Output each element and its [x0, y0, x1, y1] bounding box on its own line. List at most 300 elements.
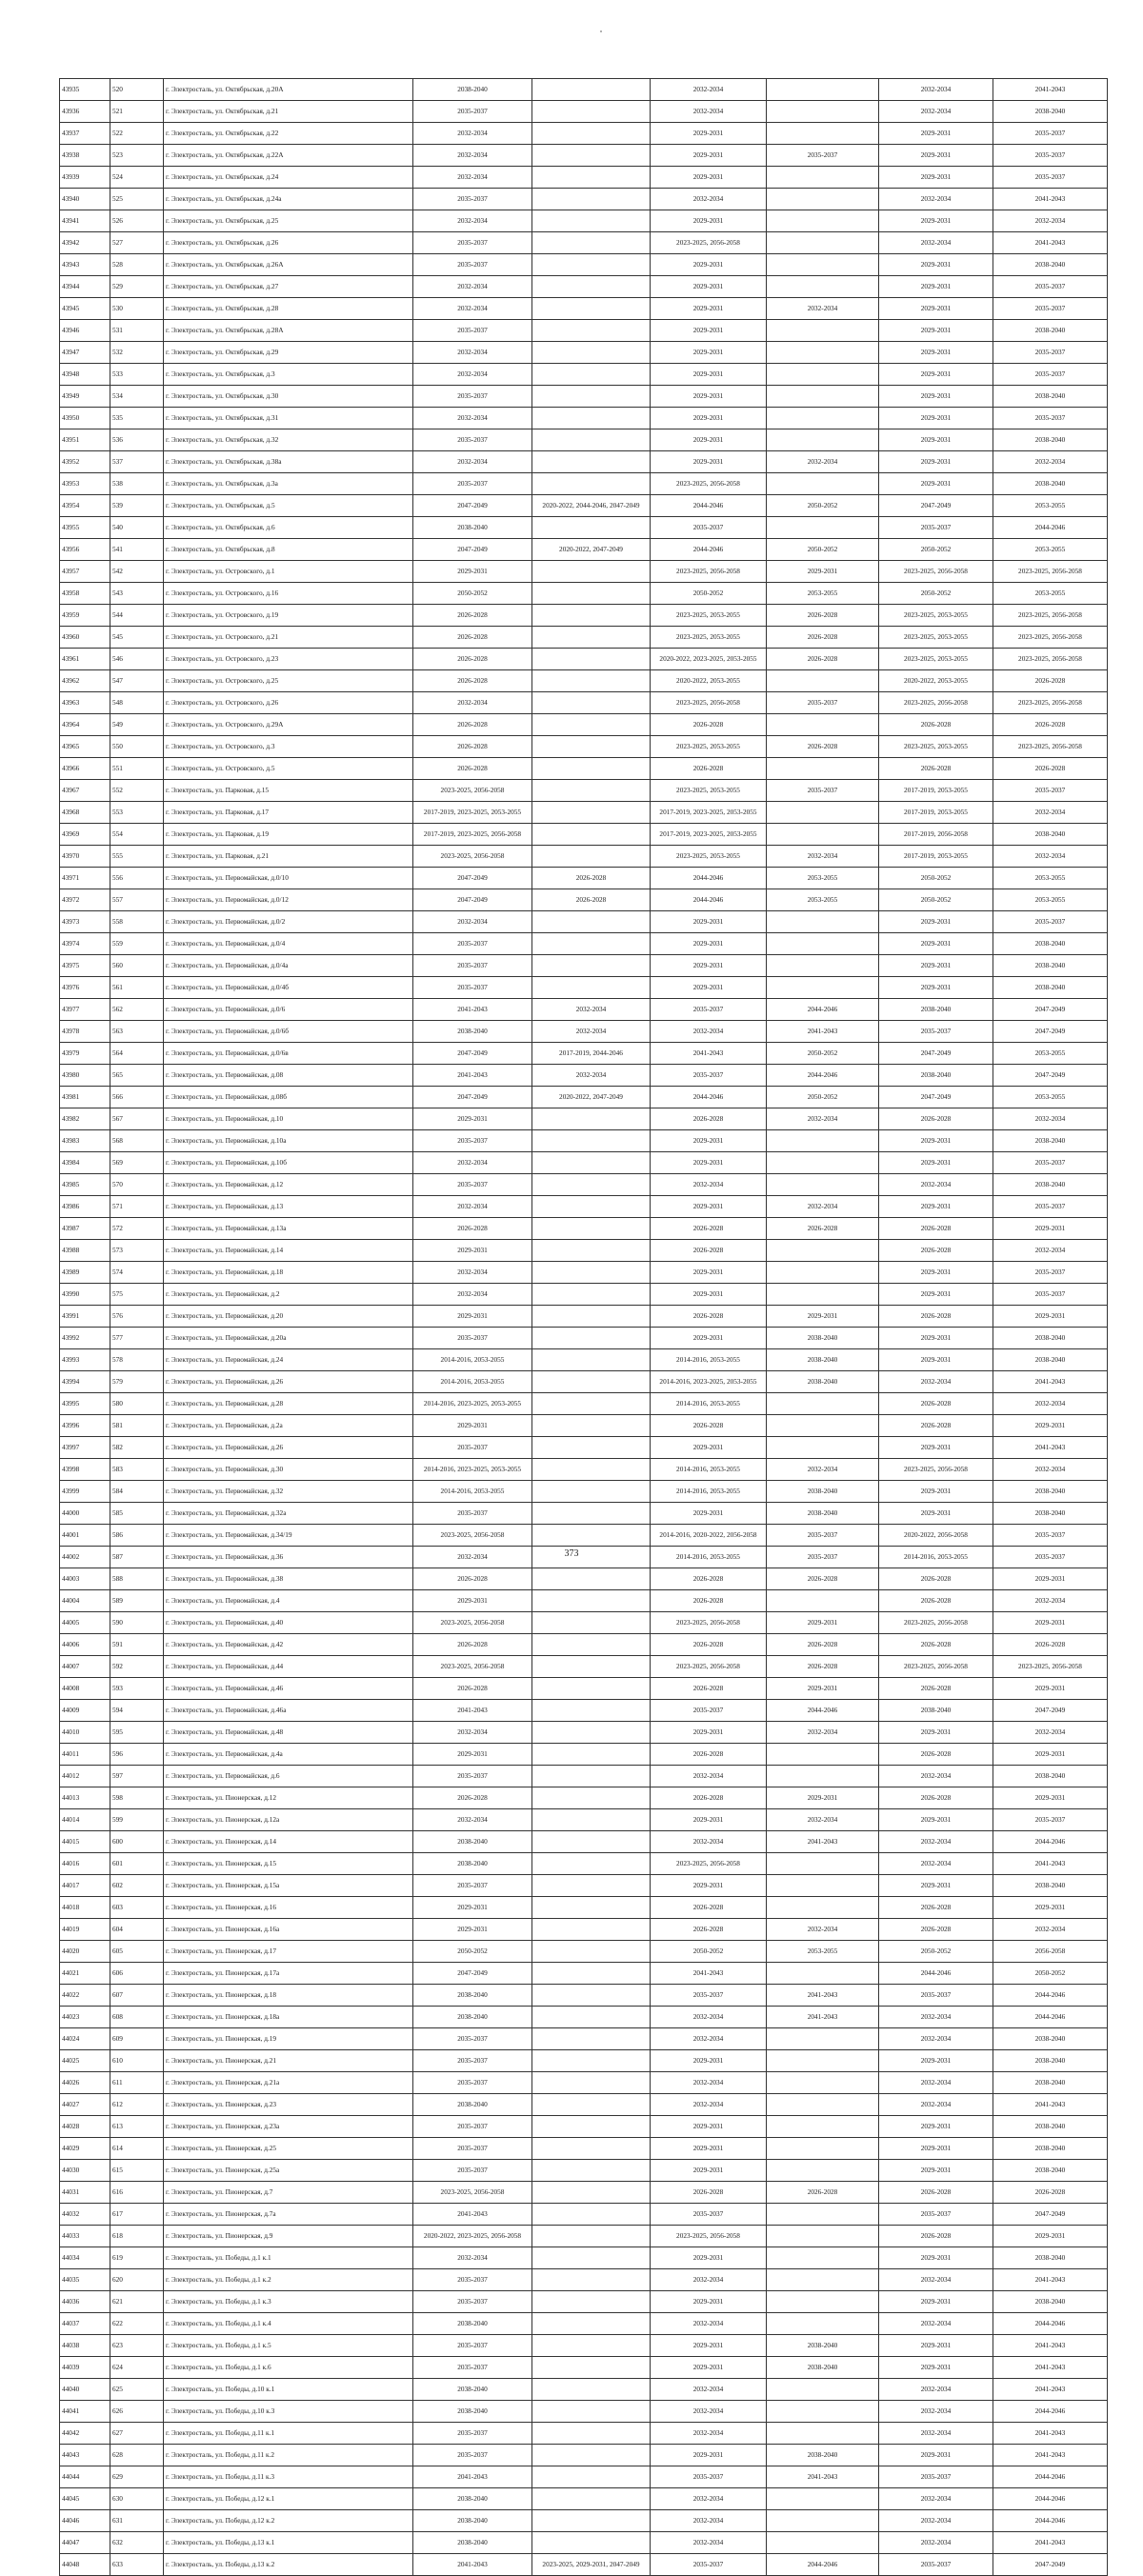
table-row — [60, 1656, 1108, 1678]
period-5-cell: 2029-2031 — [879, 1284, 993, 1306]
period-5-cell: 2050-2052 — [879, 583, 993, 605]
period-2-cell — [532, 1525, 651, 1547]
period-1-cell: 2035-2037 — [413, 2291, 532, 2313]
row-number-cell: 609 — [110, 2028, 164, 2050]
period-4-cell — [767, 1393, 879, 1415]
period-3-cell: 2032-2034 — [651, 2510, 767, 2532]
period-5-cell: 2029-2031 — [879, 1481, 993, 1503]
period-6-cell: 2053-2055 — [993, 583, 1108, 605]
row-number-cell: 623 — [110, 2335, 164, 2357]
period-5-cell: 2029-2031 — [879, 2445, 993, 2466]
period-3-cell: 2041-2043 — [651, 1043, 767, 1065]
period-1-cell: 2014-2016, 2023-2025, 2053-2055 — [413, 1459, 532, 1481]
address-cell: г. Электросталь, ул. Октябрьская, д.32 — [164, 429, 413, 451]
period-2-cell — [532, 1590, 651, 1612]
period-2-cell — [532, 1415, 651, 1437]
period-5-cell: 2017-2019, 2053-2055 — [879, 846, 993, 868]
registry-id-cell: 44016 — [60, 1853, 110, 1875]
period-4-cell — [767, 2291, 879, 2313]
period-4-cell — [767, 2488, 879, 2510]
period-4-cell: 2041-2043 — [767, 2007, 879, 2028]
period-4-cell: 2026-2028 — [767, 649, 879, 670]
period-6-cell: 2047-2049 — [993, 2204, 1108, 2226]
registry-id-cell: 44043 — [60, 2445, 110, 2466]
period-5-cell: 2023-2025, 2056-2058 — [879, 1656, 993, 1678]
registry-id-cell: 43990 — [60, 1284, 110, 1306]
period-2-cell — [532, 583, 651, 605]
period-1-cell: 2032-2034 — [413, 210, 532, 232]
table-row — [60, 1065, 1108, 1087]
table-row — [60, 889, 1108, 911]
period-2-cell — [532, 429, 651, 451]
row-number-cell: 619 — [110, 2247, 164, 2269]
registry-id-cell: 43945 — [60, 298, 110, 320]
period-2-cell — [532, 2226, 651, 2247]
period-5-cell: 2029-2031 — [879, 320, 993, 342]
table-row — [60, 736, 1108, 758]
period-1-cell: 2032-2034 — [413, 408, 532, 429]
period-1-cell: 2035-2037 — [413, 2423, 532, 2445]
table-row — [60, 123, 1108, 145]
registry-id-cell: 43994 — [60, 1371, 110, 1393]
registry-id-cell: 43962 — [60, 670, 110, 692]
table-row — [60, 2182, 1108, 2204]
registry-id-cell: 43935 — [60, 79, 110, 101]
address-cell: г. Электросталь, ул. Победы, д.11 к.3 — [164, 2466, 413, 2488]
period-3-cell: 2032-2034 — [651, 2094, 767, 2116]
period-6-cell: 2044-2046 — [993, 2510, 1108, 2532]
period-6-cell: 2038-2040 — [993, 2050, 1108, 2072]
row-number-cell: 567 — [110, 1108, 164, 1130]
period-1-cell: 2035-2037 — [413, 977, 532, 999]
address-cell: г. Электросталь, ул. Островского, д.1 — [164, 561, 413, 583]
period-6-cell: 2053-2055 — [993, 495, 1108, 517]
table-row — [60, 495, 1108, 517]
period-1-cell: 2026-2028 — [413, 649, 532, 670]
table-row — [60, 2160, 1108, 2182]
period-4-cell: 2026-2028 — [767, 627, 879, 649]
row-number-cell: 521 — [110, 101, 164, 123]
row-number-cell: 605 — [110, 1941, 164, 1963]
row-number-cell: 593 — [110, 1678, 164, 1700]
row-number-cell: 586 — [110, 1525, 164, 1547]
address-cell: г. Электросталь, ул. Первомайская, д.13 — [164, 1196, 413, 1218]
address-cell: г. Электросталь, ул. Октябрьская, д.22А — [164, 145, 413, 167]
period-6-cell: 2035-2037 — [993, 1262, 1108, 1284]
period-6-cell: 2032-2034 — [993, 1393, 1108, 1415]
address-cell: г. Электросталь, ул. Первомайская, д.36 — [164, 1547, 413, 1568]
address-cell: г. Электросталь, ул. Октябрьская, д.3 — [164, 364, 413, 386]
row-number-cell: 544 — [110, 605, 164, 627]
period-2-cell — [532, 1459, 651, 1481]
period-6-cell: 2032-2034 — [993, 1919, 1108, 1941]
period-3-cell: 2014-2016, 2053-2055 — [651, 1349, 767, 1371]
period-5-cell: 2032-2034 — [879, 2072, 993, 2094]
period-3-cell: 2044-2046 — [651, 495, 767, 517]
period-5-cell: 2023-2025, 2056-2058 — [879, 561, 993, 583]
period-6-cell: 2038-2040 — [993, 1174, 1108, 1196]
period-6-cell: 2041-2043 — [993, 1371, 1108, 1393]
row-number-cell: 606 — [110, 1963, 164, 1985]
table-row — [60, 758, 1108, 780]
address-cell: г. Электросталь, ул. Пионерская, д.14 — [164, 1831, 413, 1853]
period-2-cell — [532, 2401, 651, 2423]
address-cell: г. Электросталь, ул. Пионерская, д.17 — [164, 1941, 413, 1963]
period-5-cell: 2029-2031 — [879, 1130, 993, 1152]
period-2-cell — [532, 1196, 651, 1218]
period-6-cell: 2029-2031 — [993, 1612, 1108, 1634]
period-2-cell — [532, 1568, 651, 1590]
period-6-cell: 2029-2031 — [993, 2226, 1108, 2247]
period-5-cell: 2026-2028 — [879, 1393, 993, 1415]
table-row — [60, 911, 1108, 933]
registry-id-cell: 43966 — [60, 758, 110, 780]
period-4-cell — [767, 364, 879, 386]
period-1-cell: 2026-2028 — [413, 1787, 532, 1809]
registry-id-cell: 44035 — [60, 2269, 110, 2291]
period-3-cell: 2032-2034 — [651, 2532, 767, 2554]
row-number-cell: 528 — [110, 254, 164, 276]
registry-id-cell: 43951 — [60, 429, 110, 451]
table-row — [60, 79, 1108, 101]
address-cell: г. Электросталь, ул. Победы, д.13 к.2 — [164, 2554, 413, 2576]
period-1-cell: 2032-2034 — [413, 1262, 532, 1284]
table-row — [60, 2423, 1108, 2445]
row-number-cell: 546 — [110, 649, 164, 670]
period-1-cell: 2041-2043 — [413, 2466, 532, 2488]
table-row — [60, 2554, 1108, 2576]
period-4-cell — [767, 2050, 879, 2072]
period-5-cell: 2029-2031 — [879, 210, 993, 232]
period-5-cell: 2032-2034 — [879, 189, 993, 210]
table-row — [60, 1809, 1108, 1831]
period-2-cell — [532, 2466, 651, 2488]
period-6-cell: 2053-2055 — [993, 1043, 1108, 1065]
registry-id-cell: 43964 — [60, 714, 110, 736]
period-4-cell: 2053-2055 — [767, 889, 879, 911]
period-2-cell — [532, 451, 651, 473]
period-3-cell: 2044-2046 — [651, 1087, 767, 1108]
table-row — [60, 670, 1108, 692]
address-cell: г. Электросталь, ул. Октябрьская, д.27 — [164, 276, 413, 298]
address-cell: г. Электросталь, ул. Первомайская, д.0/6б — [164, 1021, 413, 1043]
period-4-cell — [767, 2094, 879, 2116]
period-4-cell: 2032-2034 — [767, 846, 879, 868]
period-2-cell — [532, 1963, 651, 1985]
period-6-cell: 2053-2055 — [993, 868, 1108, 889]
period-1-cell: 2023-2025, 2056-2058 — [413, 1525, 532, 1547]
period-3-cell: 2026-2028 — [651, 1634, 767, 1656]
table-row — [60, 1306, 1108, 1328]
registry-id-cell: 43981 — [60, 1087, 110, 1108]
period-2-cell — [532, 167, 651, 189]
row-number-cell: 520 — [110, 79, 164, 101]
period-4-cell: 2026-2028 — [767, 1656, 879, 1678]
registry-id-cell: 44026 — [60, 2072, 110, 2094]
table-row — [60, 167, 1108, 189]
period-1-cell: 2038-2040 — [413, 2510, 532, 2532]
period-4-cell — [767, 2269, 879, 2291]
table-row — [60, 583, 1108, 605]
row-number-cell: 603 — [110, 1897, 164, 1919]
registry-id-cell: 44042 — [60, 2423, 110, 2445]
address-cell: г. Электросталь, ул. Октябрьская, д.25 — [164, 210, 413, 232]
period-6-cell: 2038-2040 — [993, 2291, 1108, 2313]
period-5-cell: 2026-2028 — [879, 1744, 993, 1766]
period-2-cell — [532, 473, 651, 495]
period-3-cell: 2029-2031 — [651, 167, 767, 189]
registry-id-cell: 44033 — [60, 2226, 110, 2247]
period-4-cell — [767, 2160, 879, 2182]
period-4-cell — [767, 189, 879, 210]
address-cell: г. Электросталь, ул. Октябрьская, д.21 — [164, 101, 413, 123]
row-number-cell: 582 — [110, 1437, 164, 1459]
period-5-cell: 2029-2031 — [879, 1152, 993, 1174]
period-5-cell: 2029-2031 — [879, 167, 993, 189]
period-3-cell: 2032-2034 — [651, 1174, 767, 1196]
period-6-cell: 2044-2046 — [993, 2466, 1108, 2488]
period-3-cell: 2029-2031 — [651, 1152, 767, 1174]
row-number-cell: 588 — [110, 1568, 164, 1590]
period-5-cell: 2035-2037 — [879, 1985, 993, 2007]
row-number-cell: 542 — [110, 561, 164, 583]
period-2-cell — [532, 1393, 651, 1415]
registry-id-cell: 44046 — [60, 2510, 110, 2532]
table-body — [60, 79, 1108, 2576]
period-5-cell: 2029-2031 — [879, 123, 993, 145]
period-3-cell: 2029-2031 — [651, 210, 767, 232]
address-cell: г. Электросталь, ул. Октябрьская, д.26А — [164, 254, 413, 276]
period-4-cell: 2032-2034 — [767, 1459, 879, 1481]
table-row — [60, 2357, 1108, 2379]
row-number-cell: 562 — [110, 999, 164, 1021]
period-4-cell: 2038-2040 — [767, 2335, 879, 2357]
period-2-cell — [532, 210, 651, 232]
row-number-cell: 543 — [110, 583, 164, 605]
period-5-cell: 2029-2031 — [879, 473, 993, 495]
period-4-cell: 2041-2043 — [767, 1021, 879, 1043]
table-row — [60, 1634, 1108, 1656]
period-5-cell: 2050-2052 — [879, 889, 993, 911]
period-6-cell: 2041-2043 — [993, 2335, 1108, 2357]
period-4-cell — [767, 758, 879, 780]
period-6-cell: 2038-2040 — [993, 933, 1108, 955]
period-1-cell: 2032-2034 — [413, 1196, 532, 1218]
period-6-cell: 2044-2046 — [993, 2488, 1108, 2510]
period-6-cell: 2038-2040 — [993, 1503, 1108, 1525]
period-4-cell: 2026-2028 — [767, 736, 879, 758]
period-1-cell: 2038-2040 — [413, 1985, 532, 2007]
period-2-cell — [532, 1941, 651, 1963]
period-3-cell: 2044-2046 — [651, 539, 767, 561]
address-cell: г. Электросталь, ул. Первомайская, д.08б — [164, 1087, 413, 1108]
period-2-cell — [532, 1809, 651, 1831]
period-6-cell: 2023-2025, 2056-2058 — [993, 605, 1108, 627]
table-row — [60, 1087, 1108, 1108]
period-2-cell — [532, 2116, 651, 2138]
period-1-cell: 2035-2037 — [413, 1766, 532, 1787]
period-3-cell: 2032-2034 — [651, 2488, 767, 2510]
period-3-cell: 2041-2043 — [651, 1963, 767, 1985]
row-number-cell: 532 — [110, 342, 164, 364]
table-row — [60, 2007, 1108, 2028]
row-number-cell: 597 — [110, 1766, 164, 1787]
address-cell: г. Электросталь, ул. Первомайская, д.20 — [164, 1306, 413, 1328]
period-4-cell — [767, 933, 879, 955]
table-row — [60, 1744, 1108, 1766]
address-cell: г. Электросталь, ул. Пионерская, д.15а — [164, 1875, 413, 1897]
row-number-cell: 628 — [110, 2445, 164, 2466]
address-cell: г. Электросталь, ул. Первомайская, д.18 — [164, 1262, 413, 1284]
address-cell: г. Электросталь, ул. Первомайская, д.46 — [164, 1678, 413, 1700]
period-1-cell: 2035-2037 — [413, 2357, 532, 2379]
address-cell: г. Электросталь, ул. Первомайская, д.24 — [164, 1349, 413, 1371]
period-3-cell: 2029-2031 — [651, 1284, 767, 1306]
period-2-cell — [532, 1174, 651, 1196]
period-4-cell — [767, 2028, 879, 2050]
table-row — [60, 2204, 1108, 2226]
period-5-cell: 2023-2025, 2056-2058 — [879, 692, 993, 714]
address-cell: г. Электросталь, ул. Островского, д.16 — [164, 583, 413, 605]
period-2-cell — [532, 1700, 651, 1722]
table-row — [60, 2028, 1108, 2050]
address-cell: г. Электросталь, ул. Первомайская, д.30 — [164, 1459, 413, 1481]
address-cell: г. Электросталь, ул. Октябрьская, д.26 — [164, 232, 413, 254]
period-5-cell: 2023-2025, 2056-2058 — [879, 1612, 993, 1634]
registry-id-cell: 44030 — [60, 2160, 110, 2182]
row-number-cell: 547 — [110, 670, 164, 692]
period-4-cell: 2050-2052 — [767, 1087, 879, 1108]
period-1-cell: 2029-2031 — [413, 1744, 532, 1766]
row-number-cell: 552 — [110, 780, 164, 802]
period-6-cell: 2029-2031 — [993, 1897, 1108, 1919]
period-3-cell: 2029-2031 — [651, 2138, 767, 2160]
row-number-cell: 540 — [110, 517, 164, 539]
registry-id-cell: 43997 — [60, 1437, 110, 1459]
period-5-cell: 2038-2040 — [879, 1065, 993, 1087]
period-4-cell — [767, 2379, 879, 2401]
period-2-cell — [532, 254, 651, 276]
period-2-cell — [532, 408, 651, 429]
period-1-cell: 2026-2028 — [413, 670, 532, 692]
period-3-cell: 2035-2037 — [651, 2466, 767, 2488]
address-cell: г. Электросталь, ул. Октябрьская, д.29 — [164, 342, 413, 364]
address-cell: г. Электросталь, ул. Островского, д.3 — [164, 736, 413, 758]
period-1-cell: 2032-2034 — [413, 692, 532, 714]
period-3-cell: 2032-2034 — [651, 2423, 767, 2445]
period-1-cell: 2035-2037 — [413, 101, 532, 123]
registry-id-cell: 43984 — [60, 1152, 110, 1174]
period-3-cell: 2023-2025, 2053-2055 — [651, 846, 767, 868]
period-3-cell: 2029-2031 — [651, 1130, 767, 1152]
period-2-cell — [532, 2445, 651, 2466]
row-number-cell: 539 — [110, 495, 164, 517]
row-number-cell: 629 — [110, 2466, 164, 2488]
period-5-cell: 2026-2028 — [879, 1787, 993, 1809]
period-2-cell — [532, 1678, 651, 1700]
registry-id-cell: 44006 — [60, 1634, 110, 1656]
period-4-cell — [767, 276, 879, 298]
table-row — [60, 1328, 1108, 1349]
period-6-cell: 2035-2037 — [993, 408, 1108, 429]
registry-id-cell: 44000 — [60, 1503, 110, 1525]
table-row — [60, 2335, 1108, 2357]
period-1-cell: 2032-2034 — [413, 167, 532, 189]
period-1-cell: 2035-2037 — [413, 1875, 532, 1897]
period-5-cell: 2029-2031 — [879, 1328, 993, 1349]
period-1-cell: 2041-2043 — [413, 1700, 532, 1722]
period-4-cell — [767, 1152, 879, 1174]
table-row — [60, 1787, 1108, 1809]
period-4-cell — [767, 2247, 879, 2269]
table-row — [60, 1568, 1108, 1590]
registry-id-cell: 43938 — [60, 145, 110, 167]
table-row — [60, 2094, 1108, 2116]
period-6-cell: 2023-2025, 2056-2058 — [993, 561, 1108, 583]
row-number-cell: 536 — [110, 429, 164, 451]
address-cell: г. Электросталь, ул. Первомайская, д.4 — [164, 1590, 413, 1612]
period-4-cell: 2029-2031 — [767, 1306, 879, 1328]
period-3-cell: 2023-2025, 2056-2058 — [651, 232, 767, 254]
period-4-cell: 2050-2052 — [767, 539, 879, 561]
period-5-cell: 2047-2049 — [879, 495, 993, 517]
period-3-cell: 2014-2016, 2053-2055 — [651, 1481, 767, 1503]
period-3-cell: 2032-2034 — [651, 1021, 767, 1043]
table-row — [60, 2247, 1108, 2269]
period-3-cell: 2026-2028 — [651, 1306, 767, 1328]
period-5-cell: 2032-2034 — [879, 1766, 993, 1787]
period-5-cell: 2017-2019, 2053-2055 — [879, 802, 993, 824]
row-number-cell: 585 — [110, 1503, 164, 1525]
period-1-cell: 2041-2043 — [413, 2204, 532, 2226]
period-5-cell: 2029-2031 — [879, 429, 993, 451]
period-2-cell — [532, 714, 651, 736]
scan-artifact — [600, 30, 602, 32]
period-5-cell: 2035-2037 — [879, 2466, 993, 2488]
period-5-cell: 2026-2028 — [879, 2182, 993, 2204]
table-row — [60, 1722, 1108, 1744]
row-number-cell: 580 — [110, 1393, 164, 1415]
period-1-cell: 2035-2037 — [413, 386, 532, 408]
row-number-cell: 620 — [110, 2269, 164, 2291]
period-6-cell: 2023-2025, 2056-2058 — [993, 627, 1108, 649]
registry-id-cell: 44025 — [60, 2050, 110, 2072]
period-3-cell: 2029-2031 — [651, 1262, 767, 1284]
period-4-cell — [767, 1853, 879, 1875]
period-5-cell: 2032-2034 — [879, 2269, 993, 2291]
row-number-cell: 573 — [110, 1240, 164, 1262]
period-2-cell: 2026-2028 — [532, 868, 651, 889]
period-6-cell: 2032-2034 — [993, 802, 1108, 824]
table-row — [60, 2226, 1108, 2247]
registry-id-cell: 43972 — [60, 889, 110, 911]
period-1-cell: 2014-2016, 2023-2025, 2053-2055 — [413, 1393, 532, 1415]
period-3-cell: 2023-2025, 2056-2058 — [651, 473, 767, 495]
row-number-cell: 530 — [110, 298, 164, 320]
table-row — [60, 977, 1108, 999]
address-cell: г. Электросталь, ул. Победы, д.11 к.1 — [164, 2423, 413, 2445]
address-cell: г. Электросталь, ул. Пионерская, д.18 — [164, 1985, 413, 2007]
period-6-cell: 2041-2043 — [993, 2269, 1108, 2291]
period-5-cell: 2026-2028 — [879, 1240, 993, 1262]
address-cell: г. Электросталь, ул. Первомайская, д.4а — [164, 1744, 413, 1766]
registry-id-cell: 43979 — [60, 1043, 110, 1065]
period-5-cell: 2038-2040 — [879, 999, 993, 1021]
period-5-cell: 2050-2052 — [879, 1941, 993, 1963]
period-1-cell: 2038-2040 — [413, 2094, 532, 2116]
address-cell: г. Электросталь, ул. Пионерская, д.19 — [164, 2028, 413, 2050]
period-4-cell — [767, 210, 879, 232]
